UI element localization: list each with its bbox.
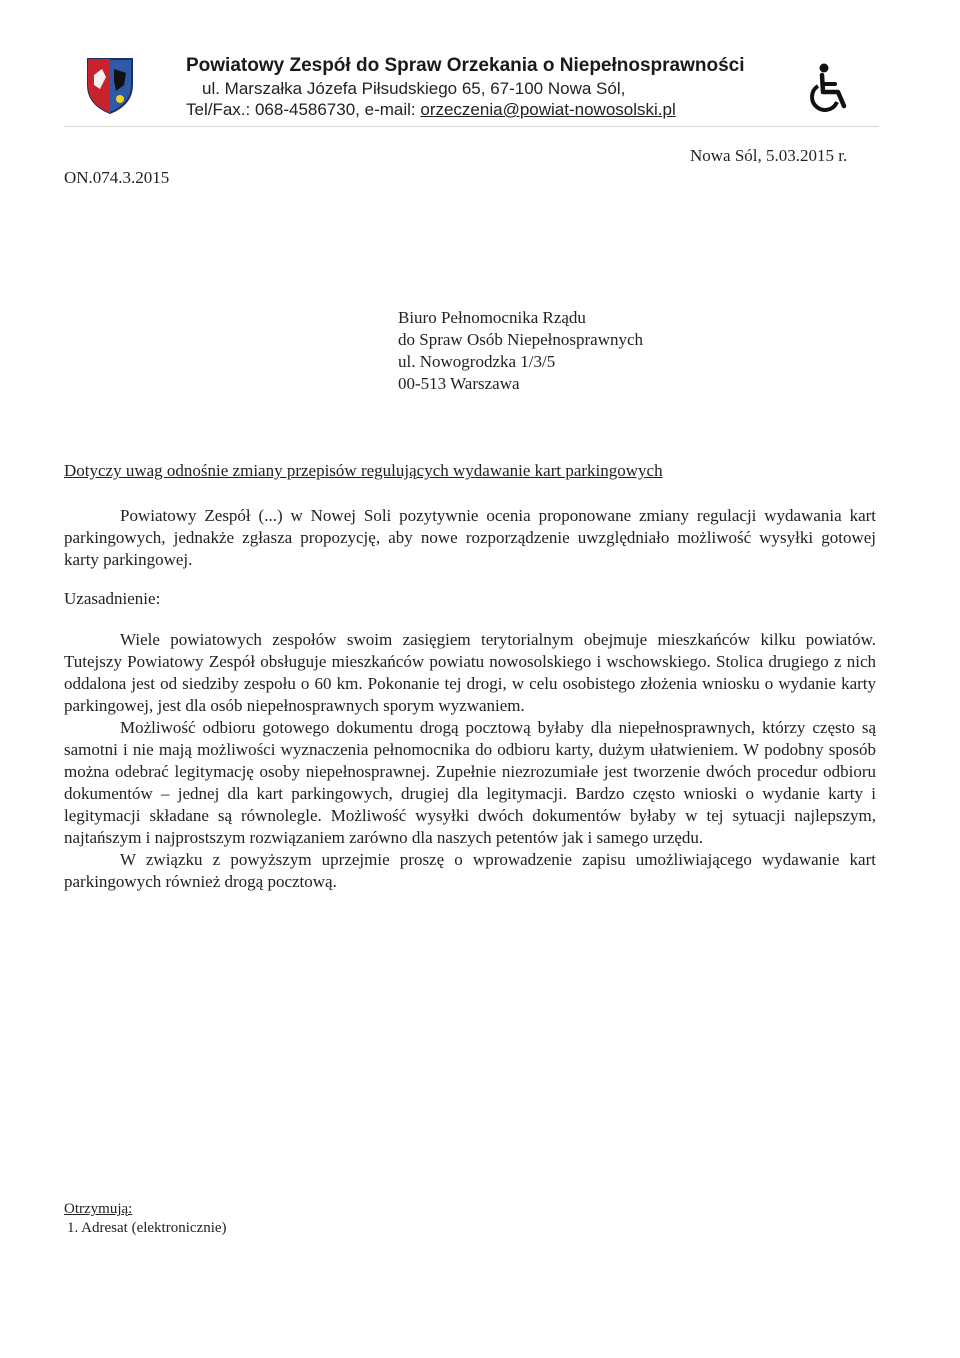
recipient-address xyxy=(398,307,643,395)
justification-label: Uzasadnienie: xyxy=(64,589,161,608)
county-crest-icon xyxy=(84,55,136,115)
email-link[interactable]: orzeczenia@powiat-nowosolski.pl xyxy=(420,100,676,119)
letterhead xyxy=(186,54,806,120)
org-address: ul. Marszałka Józefa Piłsudskiego 65, 67-100 Nowa Sól, xyxy=(202,79,626,98)
body-paragraph: Możliwość odbioru gotowego dokumentu drogą pocztową byłaby dla niepełnosprawnych, którzy często są samotni i nie mają możliwości wyznaczenia pełnomocnika do odbioru karty, dużym ułatwieniem. W podobny sposób można odebrać legitymację osoby niepełnosprawnej. Zupełnie niezrozumiałe jest tworzenie dwóch procedur odbioru dokumentów – jednej dla kart parkingowych, drugiej dla legitymacji. Bardzo często wnioski o wydanie karty i legitymacji składane są równolegle. Możliwość wysyłki dwóch dokumentów byłaby w tej sytuacji najlepszym, najtańszym i najprostszym rozwiązaniem zarówno dla naszych petentów jak i samego urzędu. xyxy=(64,718,876,847)
wheelchair-icon xyxy=(806,62,854,114)
distribution-label: Otrzymują: xyxy=(64,1201,133,1217)
subject-line: Dotyczy uwag odnośnie zmiany przepisów regulujących wydawanie kart parkingowych xyxy=(64,461,663,480)
contact-phone: Tel/Fax.: 068-4586730, e-mail: xyxy=(186,100,421,119)
recipient-line: do Spraw Osób Niepełnosprawnych xyxy=(398,330,644,349)
org-name: Powiatowy Zespół do Spraw Orzekania o Niepełnosprawności xyxy=(186,55,745,76)
reference-number: ON.074.3.2015 xyxy=(64,168,170,187)
recipient-line: 00-513 Warszawa xyxy=(398,374,520,393)
body-paragraph: W związku z powyższym uprzejmie proszę o wprowadzenie zapisu umożliwiającego wydawanie kart parkingowych również drogą pocztową. xyxy=(64,850,876,891)
body-paragraph: Wiele powiatowych zespołów swoim zasięgiem terytorialnym obejmuje mieszkańców kilku powiatów. Tutejszy Powiatowy Zespół obsługuje mieszkańców powiatu nowosolskiego i wschowskiego. Stolica drugiego z nich oddalona jest od siedziby zespołu o 60 km. Pokonanie tej drogi, w celu osobistego złożenia wniosku o wydanie karty parkingowej, jest dla osób niepełnosprawnych sporym wyzwaniem. xyxy=(64,630,876,715)
distribution-list xyxy=(64,1200,227,1238)
letter-date: Nowa Sól, 5.03.2015 r. xyxy=(690,146,848,165)
intro-paragraph: Powiatowy Zespół (...) w Nowej Soli pozytywnie ocenia proponowane zmiany regulacji wydawania kart parkingowych, jednakże zgłasza propozycję, aby nowe rozporządzenie uwzględniało możliwość wysyłki gotowej karty parkingowej. xyxy=(64,506,876,569)
recipient-line: ul. Nowogrodzka 1/3/5 xyxy=(398,352,556,371)
org-contact xyxy=(186,99,806,120)
letterhead-divider xyxy=(64,126,879,127)
recipient-line: Biuro Pełnomocnika Rządu xyxy=(398,308,586,327)
distribution-item: 1. Adresat (elektronicznie) xyxy=(67,1220,227,1236)
letter-body xyxy=(64,505,876,893)
